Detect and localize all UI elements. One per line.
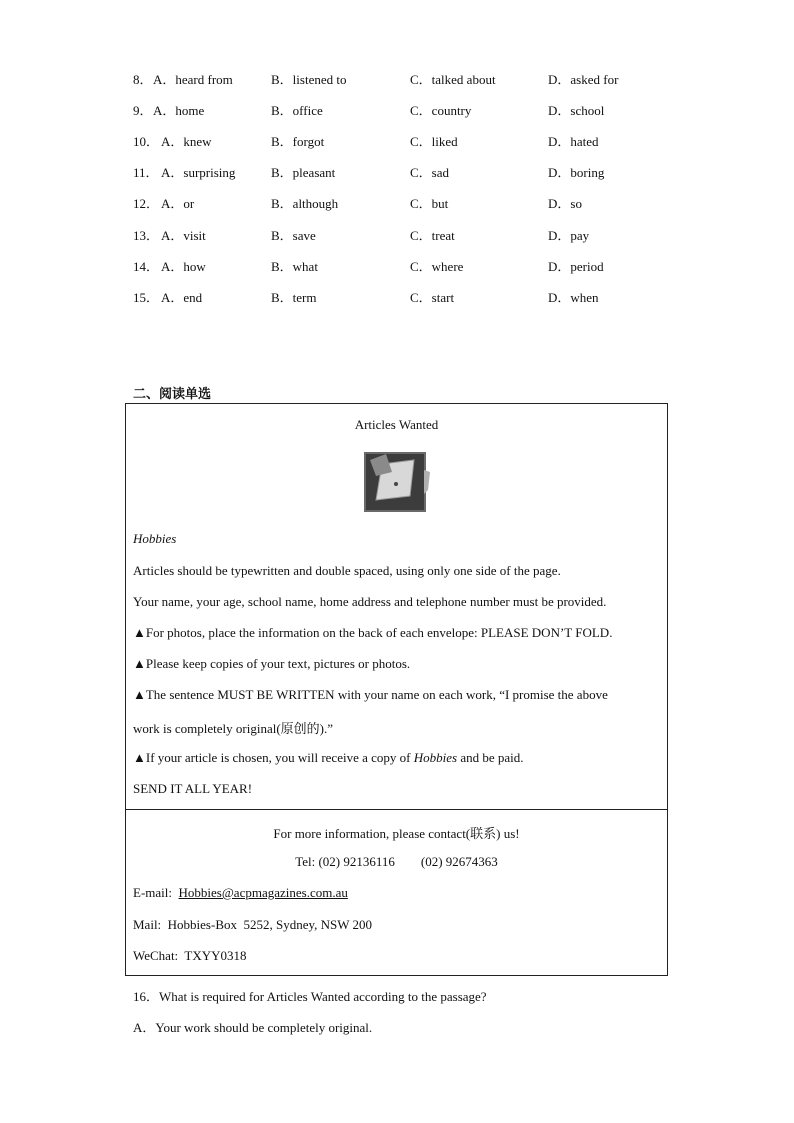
option-c: C．liked	[410, 134, 458, 149]
option-row	[133, 131, 673, 151]
question-number: 12．	[133, 196, 160, 211]
question-number: 11．	[133, 165, 159, 180]
ad-rule-5: ▲The sentence MUST BE WRITTEN with your name on each work, “I promise the above	[133, 687, 608, 702]
ad-rule-7	[133, 750, 523, 766]
ad-rule-8: SEND IT ALL YEAR!	[133, 781, 253, 796]
magazine-name: Hobbies	[133, 531, 177, 546]
option-c: C．where	[410, 259, 464, 274]
option-c: C．but	[410, 196, 449, 211]
option-b: B．term	[271, 290, 317, 305]
option-c: C．country	[410, 103, 472, 118]
option-a: A．home	[153, 103, 205, 118]
ad-rule-7-pre: ▲If your article is chosen, you will receive a copy of	[133, 750, 414, 765]
question-number: 15．	[133, 290, 160, 305]
option-d: D．asked for	[548, 72, 619, 87]
email-link[interactable]: Hobbies@acpmagazines.com.au	[178, 885, 348, 900]
option-d: D．when	[548, 290, 599, 305]
ad-rule-7-post: and be paid.	[457, 750, 524, 765]
option-b: B．office	[271, 103, 323, 118]
option-a: A．surprising	[161, 165, 236, 180]
option-d: D．boring	[548, 165, 605, 180]
option-d: D．so	[548, 196, 582, 211]
ad-rule-3: ▲For photos, place the information on the back of each envelope: PLEASE DON’T FOLD.	[133, 625, 613, 640]
option-c: C．treat	[410, 228, 455, 243]
ad-title: Articles Wanted	[354, 417, 439, 432]
ad-photo	[362, 450, 432, 514]
option-row	[133, 100, 673, 120]
ad-rule-2: Your name, your age, school name, home address and telephone number must be provided.	[133, 594, 607, 609]
option-row	[133, 193, 673, 213]
option-b: B．listened to	[271, 72, 347, 87]
ad-rule-7-magazine: Hobbies	[413, 750, 458, 765]
option-b: B．pleasant	[271, 165, 336, 180]
question-option-a: A．Your work should be completely original.	[133, 1020, 373, 1035]
contact-intro: For more information, please contact(联系) us!	[273, 826, 520, 841]
ad-box	[125, 403, 668, 810]
photo-image	[362, 450, 432, 514]
ad-rule-4: ▲Please keep copies of your text, pictures or photos.	[133, 656, 411, 671]
option-a: A．visit	[161, 228, 206, 243]
question-number: 9．	[133, 103, 153, 118]
ad-rule-1: Articles should be typewritten and double spaced, using only one side of the page.	[133, 563, 561, 578]
ad-rule-6: work is completely original(原创的).”	[133, 721, 334, 736]
option-c: C．sad	[410, 165, 450, 180]
option-b: B．although	[271, 196, 339, 211]
option-d: D．pay	[548, 228, 590, 243]
option-b: B．what	[271, 259, 318, 274]
option-d: D．hated	[548, 134, 599, 149]
contact-wechat: WeChat: TXYY0318	[133, 948, 247, 963]
option-a: A．or	[161, 196, 195, 211]
section-title: 二、阅读单选	[133, 387, 212, 402]
question-number: 8．	[133, 72, 153, 87]
option-a: A．heard from	[153, 72, 233, 87]
email-label: E-mail:	[133, 885, 179, 900]
option-a: A．how	[161, 259, 206, 274]
question-number: 10．	[133, 134, 160, 149]
contact-mail: Mail: Hobbies-Box 5252, Sydney, NSW 200	[133, 917, 373, 932]
question-number: 13．	[133, 228, 160, 243]
contact-tel: Tel: (02) 92136116 (02) 92674363	[295, 854, 498, 869]
option-b: B．save	[271, 228, 316, 243]
option-row	[133, 162, 673, 182]
question-number: 14．	[133, 259, 160, 274]
option-a: A．knew	[161, 134, 212, 149]
option-row	[133, 256, 673, 276]
option-d: D．period	[548, 259, 604, 274]
question-stem: 16．What is required for Articles Wanted according to the passage?	[133, 989, 487, 1004]
option-row	[133, 225, 673, 245]
contact-email-line	[133, 885, 348, 901]
option-b: B．forgot	[271, 134, 325, 149]
option-d: D．school	[548, 103, 605, 118]
contact-box	[125, 809, 668, 976]
option-a: A．end	[161, 290, 203, 305]
option-row	[133, 69, 673, 89]
option-c: C．start	[410, 290, 455, 305]
option-c: C．talked about	[410, 72, 496, 87]
option-row	[133, 287, 673, 307]
